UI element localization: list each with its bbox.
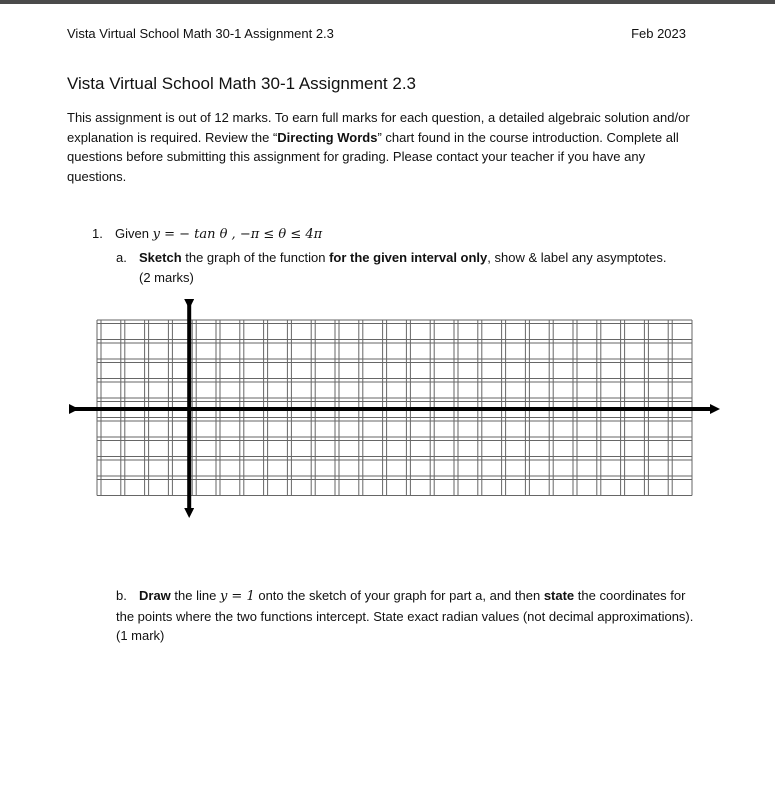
page-title: Vista Virtual School Math 30-1 Assignment 2.3 (67, 74, 417, 93)
intro-paragraph (67, 108, 697, 186)
intro-text-1: This assignment is out of 12 marks. To earn full marks for each question, a detailed algebraic solution and/or explanation is required. Review the “ (67, 110, 690, 145)
question-number: 1. (92, 226, 103, 241)
part-b-equation: y = 1 (219, 589, 255, 604)
top-border (0, 0, 775, 4)
part-b-marker: b. (116, 588, 127, 603)
part-b-text-1: the line (170, 588, 220, 603)
part-a-marks: (2 marks) (139, 269, 194, 285)
part-a-text-2: , show & label any asymptotes. (487, 250, 667, 265)
header-date: Feb 2023 (631, 26, 686, 41)
part-a-text-1: the graph of the function (181, 250, 330, 265)
part-b-verb: Draw (139, 588, 171, 603)
part-a-marker: a. (116, 250, 127, 265)
blank-graph-grid[interactable] (68, 298, 723, 520)
intro-bold-directing-words: Directing Words (277, 129, 378, 145)
part-b-text-2: onto the sketch of your graph for part a, and then (254, 588, 544, 603)
part-a-interval-phrase: for the given interval only (329, 250, 488, 265)
question-1a (116, 248, 706, 287)
part-a-verb: Sketch (139, 250, 182, 265)
header-title: Vista Virtual School Math 30-1 Assignment 2.3 (67, 26, 334, 41)
question-1b (116, 586, 706, 646)
given-label: Given (115, 226, 149, 241)
question-1-stem (92, 226, 322, 242)
part-b-text-3: the coordinates for the points where the two functions intercept. State exact radian values (not decimal approximations). (1 mark) (116, 588, 694, 643)
given-equation: y = − tan θ , −π ≤ θ ≤ 4π (152, 227, 323, 242)
intro-text-2: ” chart found in the course introduction. Complete all questions before submitting this assignment for grading. Please contact your teacher if you have any questions. (67, 129, 679, 184)
part-b-state: state (543, 588, 575, 603)
